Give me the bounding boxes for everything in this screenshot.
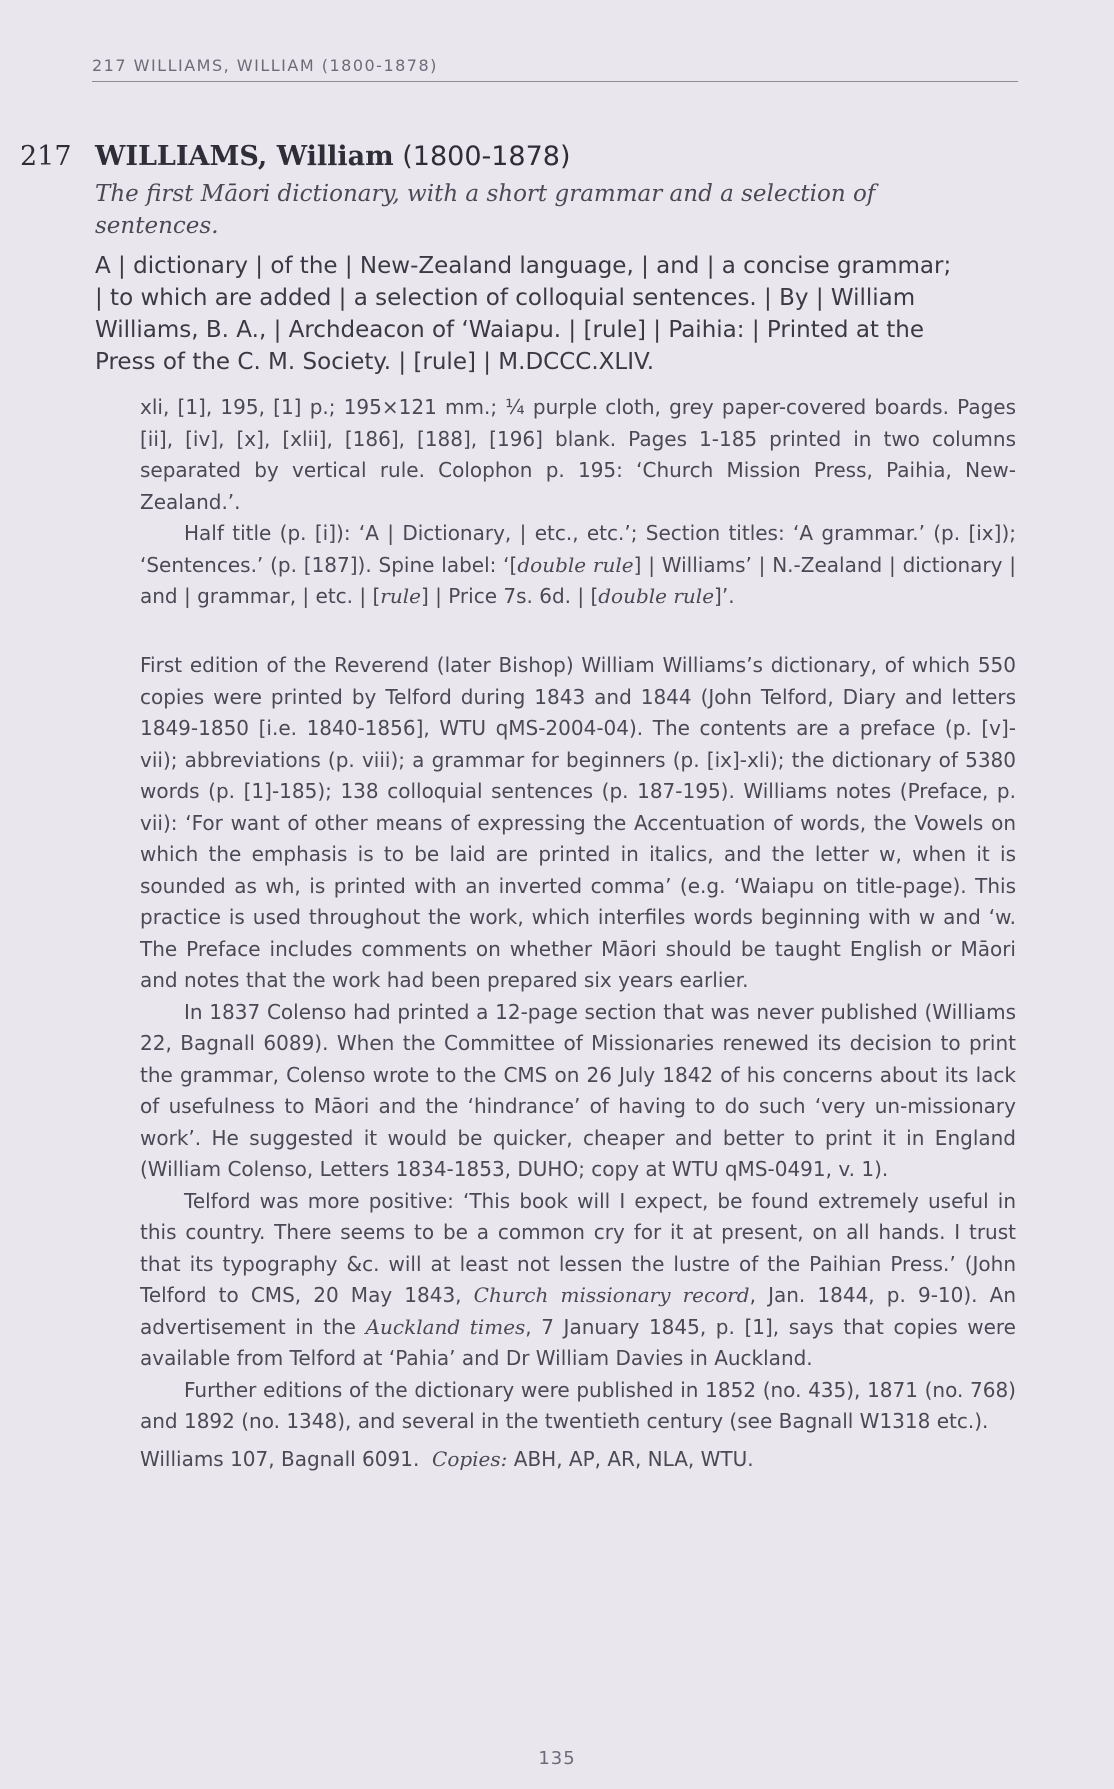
title-line: A | dictionary | of the | New-Zealand language, | and | a concise grammar; (95, 253, 952, 279)
notes-paragraph: In 1837 Colenso had printed a 12-page section that was never published (Williams 22, Bagnall 6089). When the Committee of Missionaries renewed its decision to print the grammar, Colenso wrote to the CMS on 26 July 1842 of his concerns about its lack of usefulness to Māori and the ‘hindrance’ of having to do such ‘very un-missionary work’. He suggested it would be quicker, cheaper and better to print it in England (William Colenso, Letters 1834-1853, DUHO; copy at WTU qMS-0491, v. 1). (140, 999, 1016, 1181)
text-run: ] | Price 7s. 6d. | [ (420, 584, 599, 608)
collation-paragraph (140, 518, 1016, 613)
page-number: 135 (538, 1748, 576, 1769)
entry-subtitle: The first Māori dictionary, with a short grammar and a selection of sentences. (95, 181, 876, 239)
italic-run: Auckland times (365, 1314, 526, 1339)
notes-paragraph (140, 1186, 1016, 1375)
notes-block (140, 650, 1016, 1475)
entry-number: 217 (20, 141, 72, 172)
notes-paragraph: Further editions of the dictionary were published in 1852 (no. 435), 1871 (no. 768) and 1892 (no. 1348), and several in the twentieth century (see Bagnall W1318 etc.). (140, 1377, 1016, 1433)
title-line: Press of the C. M. Society. | [rule] | M.DCCC.XLIV. (95, 349, 655, 375)
entry-heading (95, 141, 571, 172)
italic-run: double rule (517, 552, 634, 577)
italic-run: rule (380, 584, 421, 608)
author-dates: (1800-1878) (402, 141, 571, 172)
collation-block (140, 392, 1016, 613)
running-head: 217 WILLIAMS, WILLIAM (1800-1878) (92, 56, 438, 75)
italic-run: Church missionary record (473, 1283, 750, 1307)
text-run: ] | Williams’ | N.-Zealand | dictionary | and | grammar, | etc. | [ (140, 552, 1016, 608)
title-line: | to which are added | a selection of colloquial sentences. | By | William (95, 285, 916, 311)
title-line: Williams, B. A., | Archdeacon of ‘Waiapu. | [rule] | Paihia: | Printed at the (95, 317, 925, 343)
transcribed-title (95, 250, 1010, 378)
copies-list: ABH, AP, AR, NLA, WTU. (513, 1446, 754, 1471)
references: Williams 107, Bagnall 6091. (140, 1446, 420, 1471)
author-name: WILLIAMS, William (95, 141, 394, 172)
notes-paragraph: First edition of the Reverend (later Bishop) William Williams’s dictionary, of which 550 copies were printed by Telford during 1843 and 1844 (John Telford, Diary and letters 1849-1850 [i.e. 1840-1856], WTU qMS-2004-04). The contents are a preface (p. [v]-vii); abbreviations (p. viii); a grammar for beginners (p. [ix]-xli); the dictionary of 5380 words (p. [1]-185); 138 colloquial sentences (p. 187-195). Williams notes (Preface, p. vii): ‘For want of other means of expressing the Accentuation of words, the Vowels on which the emphasis is to be laid are printed in italics, and the letter w, when it is sounded as wh, is printed with an inverted comma’ (e.g. ‘Waiapu on title-page). This practice is used throughout the work, which interfiles words beginning with w and ‘w. The Preface includes comments on whether Māori should be taught English or Māori and notes that the work had been prepared six years earlier. (140, 653, 1016, 992)
collation-paragraph: xli, [1], 195, [1] p.; 195×121 mm.; ¼ purple cloth, grey paper-covered boards. Pages [ii], [iv], [x], [xlii], [186], [188], [196] blank. Pages 1-185 printed in two columns separated by vertical rule. Colophon p. 195: ‘Church Mission Press, Paihia, New-Zealand.’. (140, 395, 1016, 514)
text-run: , Jan. 1844, p. 9-10). An advertisement in the (140, 1283, 1016, 1339)
italic-run: double rule (598, 584, 715, 608)
copies-label: Copies: (432, 1446, 508, 1471)
references-line (140, 1444, 1016, 1476)
text-run: Half title (p. [i]): ‘A | Dictionary, | etc., etc.’; Section titles: ‘A grammar.’ (p. [ix]); ‘Sentences.’ (p. [187]). Spine label: ‘[ (140, 521, 1016, 577)
header-rule (92, 81, 1018, 82)
text-run: ]’. (714, 584, 735, 608)
text-run: Telford was more positive: ‘This book will I expect, be found extremely useful in this country. There seems to be a common cry for it at present, on all hands. I trust that its typography &c. will at least not lessen the lustre of the Paihian Press.’ (John Telford to CMS, 20 May 1843, (140, 1188, 1016, 1307)
text-run: , 7 January 1845, p. [1], says that copies were available from Telford at ‘Pahia’ and Dr William Davies in Auckland. (140, 1314, 1016, 1370)
